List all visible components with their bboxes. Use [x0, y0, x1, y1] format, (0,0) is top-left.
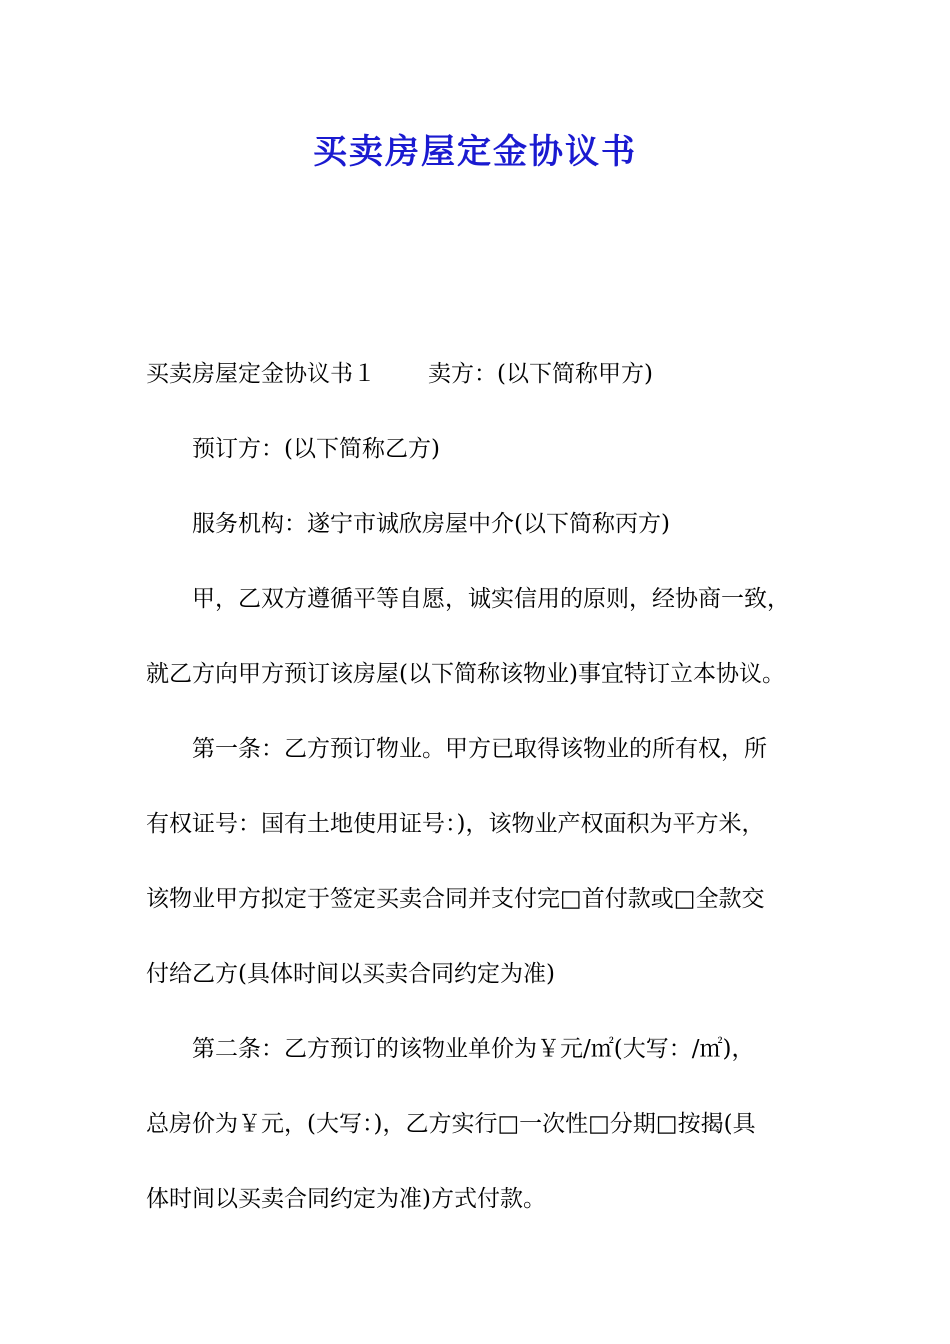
paragraph-line-8: 该物业甲方拟定于签定买卖合同并支付完□首付款或□全款交: [146, 886, 765, 912]
paragraph-line-3: 服务机构：遂宁市诚欣房屋中介(以下简称丙方): [192, 511, 670, 537]
paragraph-line-2: 预订方：(以下简称乙方): [192, 436, 440, 462]
paragraph-line-12: 体时间以买卖合同约定为准)方式付款。: [146, 1186, 546, 1212]
paragraph-line-10: 第二条：乙方预订的该物业单价为￥元/㎡(大写：/㎡)，: [192, 1036, 755, 1062]
paragraph-line-5: 就乙方向甲方预订该房屋(以下简称该物业)事宜特订立本协议。: [146, 661, 785, 687]
paragraph-line-4: 甲，乙双方遵循平等自愿，诚实信用的原则，经协商一致，: [192, 586, 790, 612]
paragraph-line-1: [146, 337, 826, 412]
heading-text: 买卖房屋定金协议书１: [146, 361, 376, 387]
document-body: [146, 337, 826, 1237]
paragraph-line-11: 总房价为￥元，(大写：)，乙方实行□一次性□分期□按揭(具: [146, 1111, 756, 1137]
paragraph-line-9: 付给乙方(具体时间以买卖合同约定为准): [146, 961, 555, 987]
paragraph-line-6: 第一条：乙方预订物业。甲方已取得该物业的所有权，所: [192, 736, 767, 762]
document-title: 买卖房屋定金协议书: [313, 132, 637, 172]
paragraph-line-7: 有权证号：国有土地使用证号：)，该物业产权面积为平方米，: [146, 811, 765, 837]
seller-label: 卖方：(以下简称甲方): [428, 361, 653, 387]
